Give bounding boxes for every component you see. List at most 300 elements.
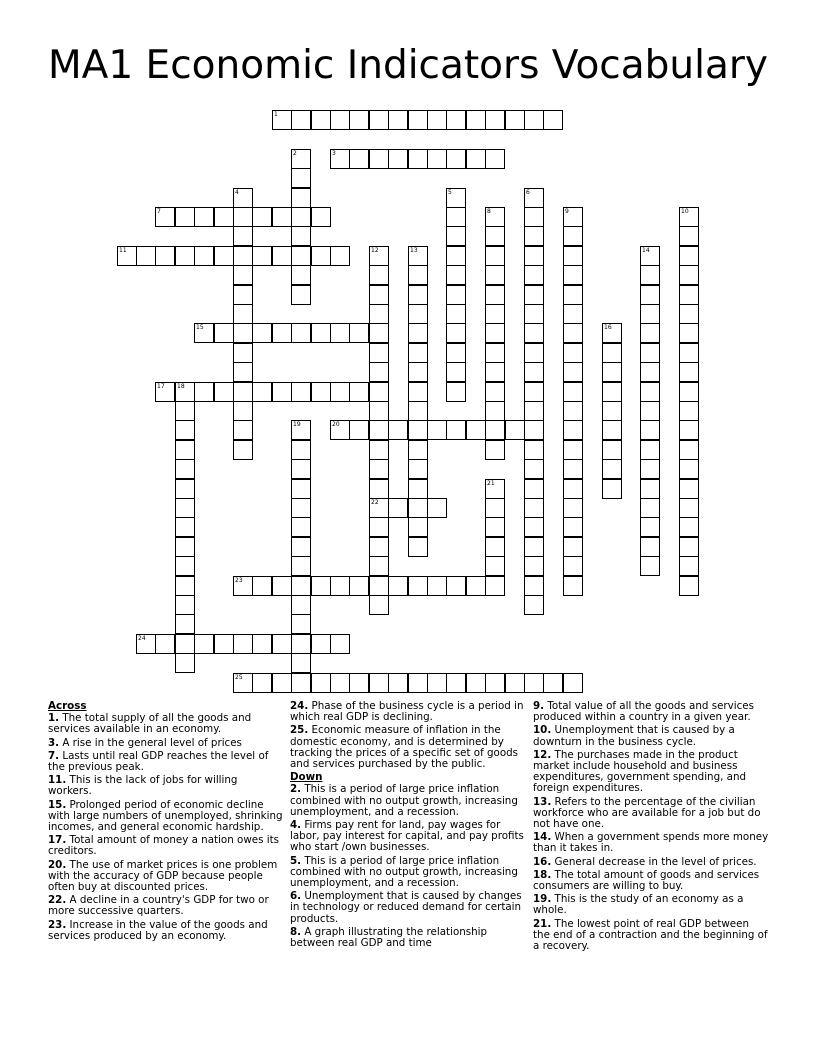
grid-cell[interactable] — [408, 362, 428, 382]
grid-cell[interactable] — [311, 323, 331, 343]
grid-cell[interactable] — [155, 634, 175, 654]
grid-cell[interactable] — [640, 265, 660, 285]
grid-cell[interactable] — [388, 149, 408, 169]
grid-cell[interactable] — [233, 323, 253, 343]
grid-cell[interactable] — [427, 149, 447, 169]
grid-cell[interactable] — [427, 498, 447, 518]
grid-cell[interactable] — [524, 110, 544, 130]
grid-cell[interactable] — [233, 401, 253, 421]
grid-cell[interactable] — [524, 246, 544, 266]
grid-cell[interactable] — [272, 634, 292, 654]
grid-cell[interactable] — [524, 576, 544, 596]
grid-cell[interactable] — [291, 576, 311, 596]
grid-cell[interactable] — [369, 401, 389, 421]
grid-cell[interactable] — [543, 673, 563, 693]
grid-cell[interactable] — [311, 576, 331, 596]
grid-cell[interactable] — [330, 420, 350, 440]
grid-cell[interactable] — [485, 265, 505, 285]
grid-cell[interactable] — [485, 362, 505, 382]
grid-cell[interactable] — [679, 362, 699, 382]
grid-cell[interactable] — [563, 420, 583, 440]
grid-cell[interactable] — [369, 459, 389, 479]
grid-cell[interactable] — [155, 382, 175, 402]
grid-cell[interactable] — [291, 653, 311, 673]
grid-cell[interactable] — [291, 226, 311, 246]
grid-cell[interactable] — [233, 420, 253, 440]
grid-cell[interactable] — [485, 556, 505, 576]
grid-cell[interactable] — [679, 265, 699, 285]
grid-cell[interactable] — [485, 537, 505, 557]
grid-cell[interactable] — [388, 110, 408, 130]
grid-cell[interactable] — [349, 382, 369, 402]
grid-cell[interactable] — [563, 673, 583, 693]
grid-cell[interactable] — [679, 304, 699, 324]
grid-cell[interactable] — [640, 479, 660, 499]
grid-cell[interactable] — [369, 323, 389, 343]
grid-cell[interactable] — [640, 362, 660, 382]
grid-cell[interactable] — [485, 479, 505, 499]
grid-cell[interactable] — [679, 537, 699, 557]
grid-cell[interactable] — [291, 246, 311, 266]
grid-cell[interactable] — [330, 110, 350, 130]
grid-cell[interactable] — [679, 323, 699, 343]
grid-cell[interactable] — [640, 285, 660, 305]
grid-cell[interactable] — [466, 420, 486, 440]
grid-cell[interactable] — [408, 537, 428, 557]
grid-cell[interactable] — [427, 110, 447, 130]
grid-cell[interactable] — [485, 304, 505, 324]
grid-cell[interactable] — [369, 246, 389, 266]
grid-cell[interactable] — [446, 226, 466, 246]
grid-cell[interactable] — [388, 673, 408, 693]
grid-cell[interactable] — [563, 498, 583, 518]
grid-cell[interactable] — [175, 517, 195, 537]
grid-cell[interactable] — [175, 207, 195, 227]
grid-cell[interactable] — [640, 517, 660, 537]
grid-cell[interactable] — [117, 246, 137, 266]
grid-cell[interactable] — [311, 246, 331, 266]
grid-cell[interactable] — [524, 556, 544, 576]
grid-cell[interactable] — [640, 401, 660, 421]
grid-cell[interactable] — [446, 188, 466, 208]
grid-cell[interactable] — [524, 188, 544, 208]
grid-cell[interactable] — [485, 420, 505, 440]
grid-cell[interactable] — [485, 207, 505, 227]
grid-cell[interactable] — [446, 673, 466, 693]
grid-cell[interactable] — [291, 323, 311, 343]
grid-cell[interactable] — [408, 285, 428, 305]
grid-cell[interactable] — [602, 382, 622, 402]
grid-cell[interactable] — [408, 517, 428, 537]
grid-cell[interactable] — [446, 246, 466, 266]
grid-cell[interactable] — [233, 343, 253, 363]
grid-cell[interactable] — [524, 226, 544, 246]
grid-cell[interactable] — [291, 265, 311, 285]
grid-cell[interactable] — [679, 401, 699, 421]
grid-cell[interactable] — [408, 149, 428, 169]
grid-cell[interactable] — [291, 382, 311, 402]
grid-cell[interactable] — [640, 440, 660, 460]
grid-cell[interactable] — [524, 440, 544, 460]
grid-cell[interactable] — [524, 595, 544, 615]
grid-cell[interactable] — [252, 382, 272, 402]
grid-cell[interactable] — [369, 556, 389, 576]
grid-cell[interactable] — [291, 479, 311, 499]
grid-cell[interactable] — [640, 343, 660, 363]
grid-cell[interactable] — [175, 614, 195, 634]
grid-cell[interactable] — [524, 323, 544, 343]
grid-cell[interactable] — [446, 207, 466, 227]
grid-cell[interactable] — [252, 323, 272, 343]
grid-cell[interactable] — [175, 537, 195, 557]
grid-cell[interactable] — [427, 673, 447, 693]
grid-cell[interactable] — [446, 420, 466, 440]
grid-cell[interactable] — [175, 401, 195, 421]
grid-cell[interactable] — [291, 537, 311, 557]
grid-cell[interactable] — [252, 673, 272, 693]
grid-cell[interactable] — [563, 459, 583, 479]
grid-cell[interactable] — [214, 246, 234, 266]
grid-cell[interactable] — [524, 673, 544, 693]
grid-cell[interactable] — [563, 556, 583, 576]
grid-cell[interactable] — [233, 440, 253, 460]
grid-cell[interactable] — [330, 673, 350, 693]
grid-cell[interactable] — [214, 207, 234, 227]
grid-cell[interactable] — [640, 498, 660, 518]
grid-cell[interactable] — [563, 246, 583, 266]
grid-cell[interactable] — [349, 576, 369, 596]
grid-cell[interactable] — [369, 149, 389, 169]
grid-cell[interactable] — [272, 207, 292, 227]
grid-cell[interactable] — [563, 226, 583, 246]
grid-cell[interactable] — [485, 440, 505, 460]
grid-cell[interactable] — [446, 149, 466, 169]
grid-cell[interactable] — [640, 537, 660, 557]
grid-cell[interactable] — [505, 420, 525, 440]
grid-cell[interactable] — [291, 556, 311, 576]
grid-cell[interactable] — [640, 420, 660, 440]
grid-cell[interactable] — [563, 207, 583, 227]
grid-cell[interactable] — [679, 556, 699, 576]
grid-cell[interactable] — [485, 382, 505, 402]
grid-cell[interactable] — [388, 498, 408, 518]
grid-cell[interactable] — [291, 614, 311, 634]
grid-cell[interactable] — [311, 110, 331, 130]
grid-cell[interactable] — [136, 634, 156, 654]
grid-cell[interactable] — [291, 440, 311, 460]
grid-cell[interactable] — [446, 323, 466, 343]
grid-cell[interactable] — [214, 323, 234, 343]
grid-cell[interactable] — [524, 265, 544, 285]
grid-cell[interactable] — [524, 382, 544, 402]
grid-cell[interactable] — [485, 498, 505, 518]
grid-cell[interactable] — [194, 246, 214, 266]
grid-cell[interactable] — [175, 498, 195, 518]
grid-cell[interactable] — [679, 382, 699, 402]
grid-cell[interactable] — [485, 576, 505, 596]
grid-cell[interactable] — [214, 382, 234, 402]
grid-cell[interactable] — [233, 673, 253, 693]
grid-cell[interactable] — [369, 304, 389, 324]
grid-cell[interactable] — [563, 576, 583, 596]
grid-cell[interactable] — [679, 459, 699, 479]
grid-cell[interactable] — [563, 382, 583, 402]
grid-cell[interactable] — [408, 420, 428, 440]
grid-cell[interactable] — [369, 479, 389, 499]
grid-cell[interactable] — [466, 149, 486, 169]
grid-cell[interactable] — [640, 246, 660, 266]
grid-cell[interactable] — [214, 634, 234, 654]
grid-cell[interactable] — [175, 595, 195, 615]
grid-cell[interactable] — [388, 576, 408, 596]
grid-cell[interactable] — [408, 246, 428, 266]
grid-cell[interactable] — [349, 110, 369, 130]
grid-cell[interactable] — [543, 110, 563, 130]
grid-cell[interactable] — [175, 556, 195, 576]
grid-cell[interactable] — [233, 188, 253, 208]
grid-cell[interactable] — [252, 634, 272, 654]
grid-cell[interactable] — [194, 323, 214, 343]
grid-cell[interactable] — [252, 246, 272, 266]
grid-cell[interactable] — [408, 459, 428, 479]
grid-cell[interactable] — [349, 323, 369, 343]
grid-cell[interactable] — [446, 285, 466, 305]
grid-cell[interactable] — [272, 323, 292, 343]
grid-cell[interactable] — [311, 673, 331, 693]
grid-cell[interactable] — [272, 673, 292, 693]
grid-cell[interactable] — [291, 595, 311, 615]
grid-cell[interactable] — [349, 673, 369, 693]
grid-cell[interactable] — [602, 362, 622, 382]
grid-cell[interactable] — [330, 634, 350, 654]
grid-cell[interactable] — [369, 537, 389, 557]
grid-cell[interactable] — [311, 207, 331, 227]
grid-cell[interactable] — [369, 110, 389, 130]
grid-cell[interactable] — [679, 207, 699, 227]
grid-cell[interactable] — [369, 498, 389, 518]
grid-cell[interactable] — [485, 673, 505, 693]
grid-cell[interactable] — [427, 420, 447, 440]
grid-cell[interactable] — [485, 226, 505, 246]
grid-cell[interactable] — [233, 304, 253, 324]
grid-cell[interactable] — [485, 246, 505, 266]
grid-cell[interactable] — [175, 382, 195, 402]
grid-cell[interactable] — [291, 168, 311, 188]
grid-cell[interactable] — [175, 440, 195, 460]
grid-cell[interactable] — [485, 149, 505, 169]
grid-cell[interactable] — [194, 382, 214, 402]
grid-cell[interactable] — [194, 207, 214, 227]
grid-cell[interactable] — [679, 440, 699, 460]
grid-cell[interactable] — [233, 207, 253, 227]
grid-cell[interactable] — [175, 420, 195, 440]
grid-cell[interactable] — [349, 149, 369, 169]
grid-cell[interactable] — [446, 343, 466, 363]
grid-cell[interactable] — [291, 285, 311, 305]
grid-cell[interactable] — [408, 323, 428, 343]
grid-cell[interactable] — [563, 440, 583, 460]
grid-cell[interactable] — [563, 323, 583, 343]
grid-cell[interactable] — [408, 343, 428, 363]
grid-cell[interactable] — [679, 226, 699, 246]
grid-cell[interactable] — [427, 576, 447, 596]
grid-cell[interactable] — [175, 479, 195, 499]
grid-cell[interactable] — [485, 110, 505, 130]
grid-cell[interactable] — [291, 188, 311, 208]
grid-cell[interactable] — [155, 207, 175, 227]
grid-cell[interactable] — [679, 479, 699, 499]
grid-cell[interactable] — [369, 265, 389, 285]
grid-cell[interactable] — [330, 246, 350, 266]
grid-cell[interactable] — [679, 517, 699, 537]
grid-cell[interactable] — [446, 576, 466, 596]
grid-cell[interactable] — [194, 634, 214, 654]
grid-cell[interactable] — [408, 479, 428, 499]
grid-cell[interactable] — [233, 246, 253, 266]
grid-cell[interactable] — [388, 420, 408, 440]
grid-cell[interactable] — [446, 382, 466, 402]
grid-cell[interactable] — [640, 382, 660, 402]
grid-cell[interactable] — [679, 576, 699, 596]
grid-cell[interactable] — [291, 110, 311, 130]
grid-cell[interactable] — [602, 479, 622, 499]
grid-cell[interactable] — [524, 498, 544, 518]
grid-cell[interactable] — [485, 285, 505, 305]
grid-cell[interactable] — [369, 382, 389, 402]
grid-cell[interactable] — [311, 634, 331, 654]
grid-cell[interactable] — [369, 285, 389, 305]
grid-cell[interactable] — [175, 653, 195, 673]
grid-cell[interactable] — [408, 498, 428, 518]
grid-cell[interactable] — [524, 459, 544, 479]
grid-cell[interactable] — [272, 110, 292, 130]
grid-cell[interactable] — [524, 479, 544, 499]
grid-cell[interactable] — [330, 576, 350, 596]
grid-cell[interactable] — [679, 420, 699, 440]
grid-cell[interactable] — [485, 343, 505, 363]
grid-cell[interactable] — [291, 517, 311, 537]
grid-cell[interactable] — [485, 401, 505, 421]
grid-cell[interactable] — [408, 440, 428, 460]
grid-cell[interactable] — [466, 673, 486, 693]
grid-cell[interactable] — [175, 634, 195, 654]
grid-cell[interactable] — [272, 246, 292, 266]
grid-cell[interactable] — [233, 576, 253, 596]
grid-cell[interactable] — [563, 343, 583, 363]
grid-cell[interactable] — [330, 382, 350, 402]
grid-cell[interactable] — [408, 304, 428, 324]
grid-cell[interactable] — [485, 323, 505, 343]
grid-cell[interactable] — [640, 459, 660, 479]
grid-cell[interactable] — [155, 246, 175, 266]
grid-cell[interactable] — [446, 265, 466, 285]
grid-cell[interactable] — [408, 673, 428, 693]
grid-cell[interactable] — [369, 595, 389, 615]
grid-cell[interactable] — [640, 304, 660, 324]
grid-cell[interactable] — [563, 537, 583, 557]
grid-cell[interactable] — [369, 343, 389, 363]
grid-cell[interactable] — [291, 459, 311, 479]
grid-cell[interactable] — [505, 673, 525, 693]
grid-cell[interactable] — [563, 285, 583, 305]
grid-cell[interactable] — [272, 382, 292, 402]
grid-cell[interactable] — [369, 420, 389, 440]
grid-cell[interactable] — [602, 420, 622, 440]
grid-cell[interactable] — [175, 246, 195, 266]
grid-cell[interactable] — [291, 634, 311, 654]
grid-cell[interactable] — [524, 537, 544, 557]
grid-cell[interactable] — [233, 226, 253, 246]
grid-cell[interactable] — [640, 556, 660, 576]
grid-cell[interactable] — [252, 207, 272, 227]
grid-cell[interactable] — [505, 110, 525, 130]
grid-cell[interactable] — [291, 149, 311, 169]
grid-cell[interactable] — [408, 401, 428, 421]
grid-cell[interactable] — [602, 459, 622, 479]
grid-cell[interactable] — [563, 304, 583, 324]
grid-cell[interactable] — [466, 110, 486, 130]
grid-cell[interactable] — [330, 323, 350, 343]
grid-cell[interactable] — [524, 401, 544, 421]
grid-cell[interactable] — [233, 634, 253, 654]
grid-cell[interactable] — [679, 343, 699, 363]
grid-cell[interactable] — [233, 382, 253, 402]
grid-cell[interactable] — [524, 343, 544, 363]
grid-cell[interactable] — [369, 576, 389, 596]
grid-cell[interactable] — [640, 323, 660, 343]
grid-cell[interactable] — [136, 246, 156, 266]
grid-cell[interactable] — [291, 207, 311, 227]
grid-cell[interactable] — [563, 401, 583, 421]
grid-cell[interactable] — [175, 459, 195, 479]
grid-cell[interactable] — [291, 498, 311, 518]
grid-cell[interactable] — [524, 362, 544, 382]
grid-cell[interactable] — [466, 576, 486, 596]
grid-cell[interactable] — [233, 362, 253, 382]
grid-cell[interactable] — [524, 304, 544, 324]
grid-cell[interactable] — [679, 498, 699, 518]
grid-cell[interactable] — [446, 304, 466, 324]
grid-cell[interactable] — [524, 285, 544, 305]
grid-cell[interactable] — [485, 517, 505, 537]
grid-cell[interactable] — [446, 110, 466, 130]
grid-cell[interactable] — [408, 110, 428, 130]
grid-cell[interactable] — [291, 420, 311, 440]
grid-cell[interactable] — [369, 517, 389, 537]
grid-cell[interactable] — [602, 323, 622, 343]
grid-cell[interactable] — [272, 576, 292, 596]
grid-cell[interactable] — [408, 265, 428, 285]
grid-cell[interactable] — [369, 362, 389, 382]
grid-cell[interactable] — [679, 246, 699, 266]
grid-cell[interactable] — [349, 420, 369, 440]
grid-cell[interactable] — [408, 576, 428, 596]
grid-cell[interactable] — [408, 382, 428, 402]
grid-cell[interactable] — [563, 479, 583, 499]
grid-cell[interactable] — [233, 265, 253, 285]
grid-cell[interactable] — [175, 576, 195, 596]
grid-cell[interactable] — [602, 440, 622, 460]
grid-cell[interactable] — [524, 420, 544, 440]
grid-cell[interactable] — [369, 440, 389, 460]
grid-cell[interactable] — [330, 149, 350, 169]
grid-cell[interactable] — [233, 285, 253, 305]
grid-cell[interactable] — [524, 207, 544, 227]
grid-cell[interactable] — [602, 401, 622, 421]
grid-cell[interactable] — [311, 382, 331, 402]
grid-cell[interactable] — [446, 362, 466, 382]
grid-cell[interactable] — [252, 576, 272, 596]
